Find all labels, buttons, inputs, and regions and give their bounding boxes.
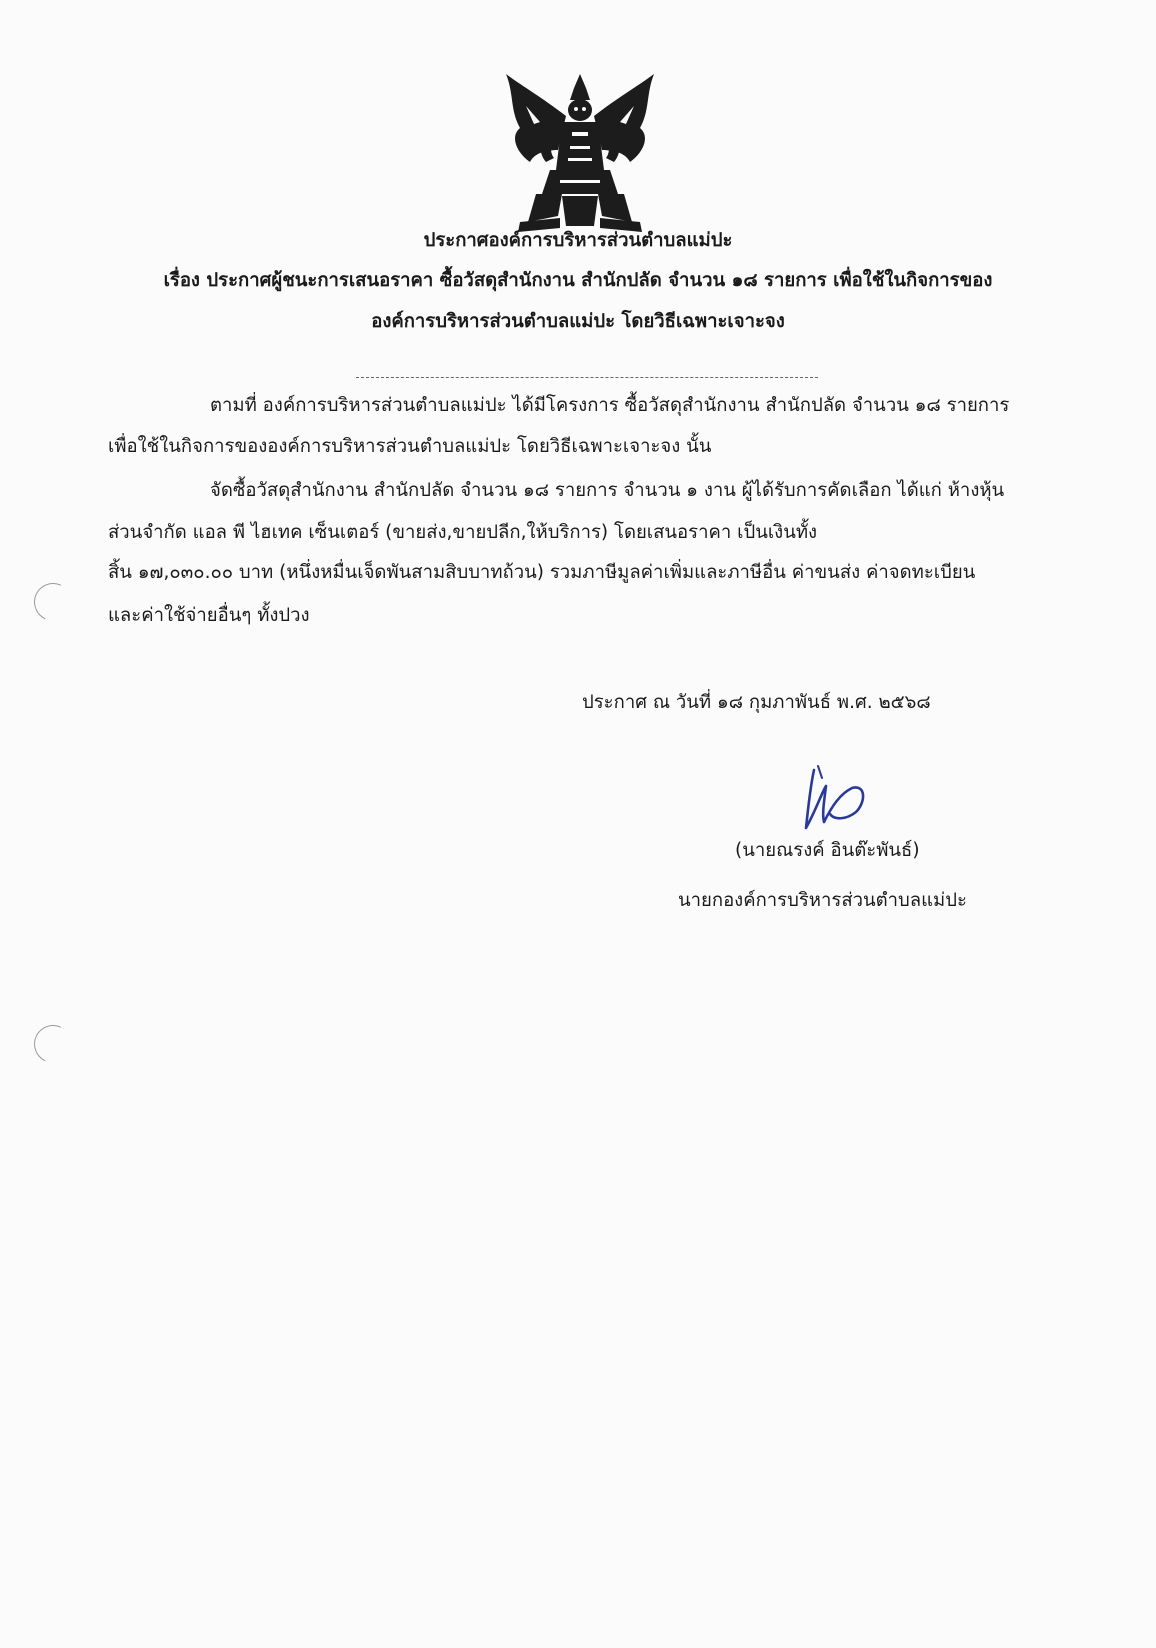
paragraph-2-line-4: และค่าใช้จ่ายอื่นๆ ทั้งปวง [108,605,310,626]
paragraph-1-line-2: เพื่อใช้ในกิจการขององค์การบริหารส่วนตำบลแม่ปะ โดยวิธีเฉพาะเจาะจง นั้น [108,436,712,457]
paragraph-2-line-2: ส่วนจำกัด แอล พี ไฮเทค เซ็นเตอร์ (ขายส่ง,ขายปลีก,ให้บริการ) โดยเสนอราคา เป็นเงินทั้ง [108,522,818,543]
paragraph-2-line-3: สิ้น ๑๗,๐๓๐.๐๐ บาท (หนึ่งหมื่นเจ็ดพันสามสิบบาทถ้วน) รวมภาษีมูลค่าเพิ่มและภาษีอื่น ค่าขนส่ง ค่าจดทะเบียน [108,562,976,583]
announcement-title: ประกาศองค์การบริหารส่วนตำบลแม่ปะ [423,230,733,251]
signer-position: นายกองค์การบริหารส่วนตำบลแม่ปะ [678,890,967,911]
garuda-emblem-icon [500,66,660,236]
subject-line-2: องค์การบริหารส่วนตำบลแม่ปะ โดยวิธีเฉพาะเจาะจง [371,311,785,332]
subject-line-1: เรื่อง ประกาศผู้ชนะการเสนอราคา ซื้อวัสดุสำนักงาน สำนักปลัด จำนวน ๑๘ รายการ เพื่อใช้ในกิจการของ [163,270,993,291]
punch-hole-mark [29,1020,78,1069]
announcement-date: ประกาศ ณ วันที่ ๑๘ กุมภาพันธ์ พ.ศ. ๒๕๖๘ [582,692,931,713]
paragraph-2-line-1: จัดซื้อวัสดุสำนักงาน สำนักปลัด จำนวน ๑๘ รายการ จำนวน ๑ งาน ผู้ได้รับการคัดเลือก ได้แก่ ห้างหุ้น [210,480,1005,501]
paragraph-1-line-1: ตามที่ องค์การบริหารส่วนตำบลแม่ปะ ได้มีโครงการ ซื้อวัสดุสำนักงาน สำนักปลัด จำนวน ๑๘ รายการ [210,395,1010,416]
signature-icon [800,758,872,838]
signer-name: (นายณรงค์ อินต๊ะพันธ์) [735,840,920,861]
title-divider [356,377,818,378]
punch-hole-mark [29,578,78,627]
